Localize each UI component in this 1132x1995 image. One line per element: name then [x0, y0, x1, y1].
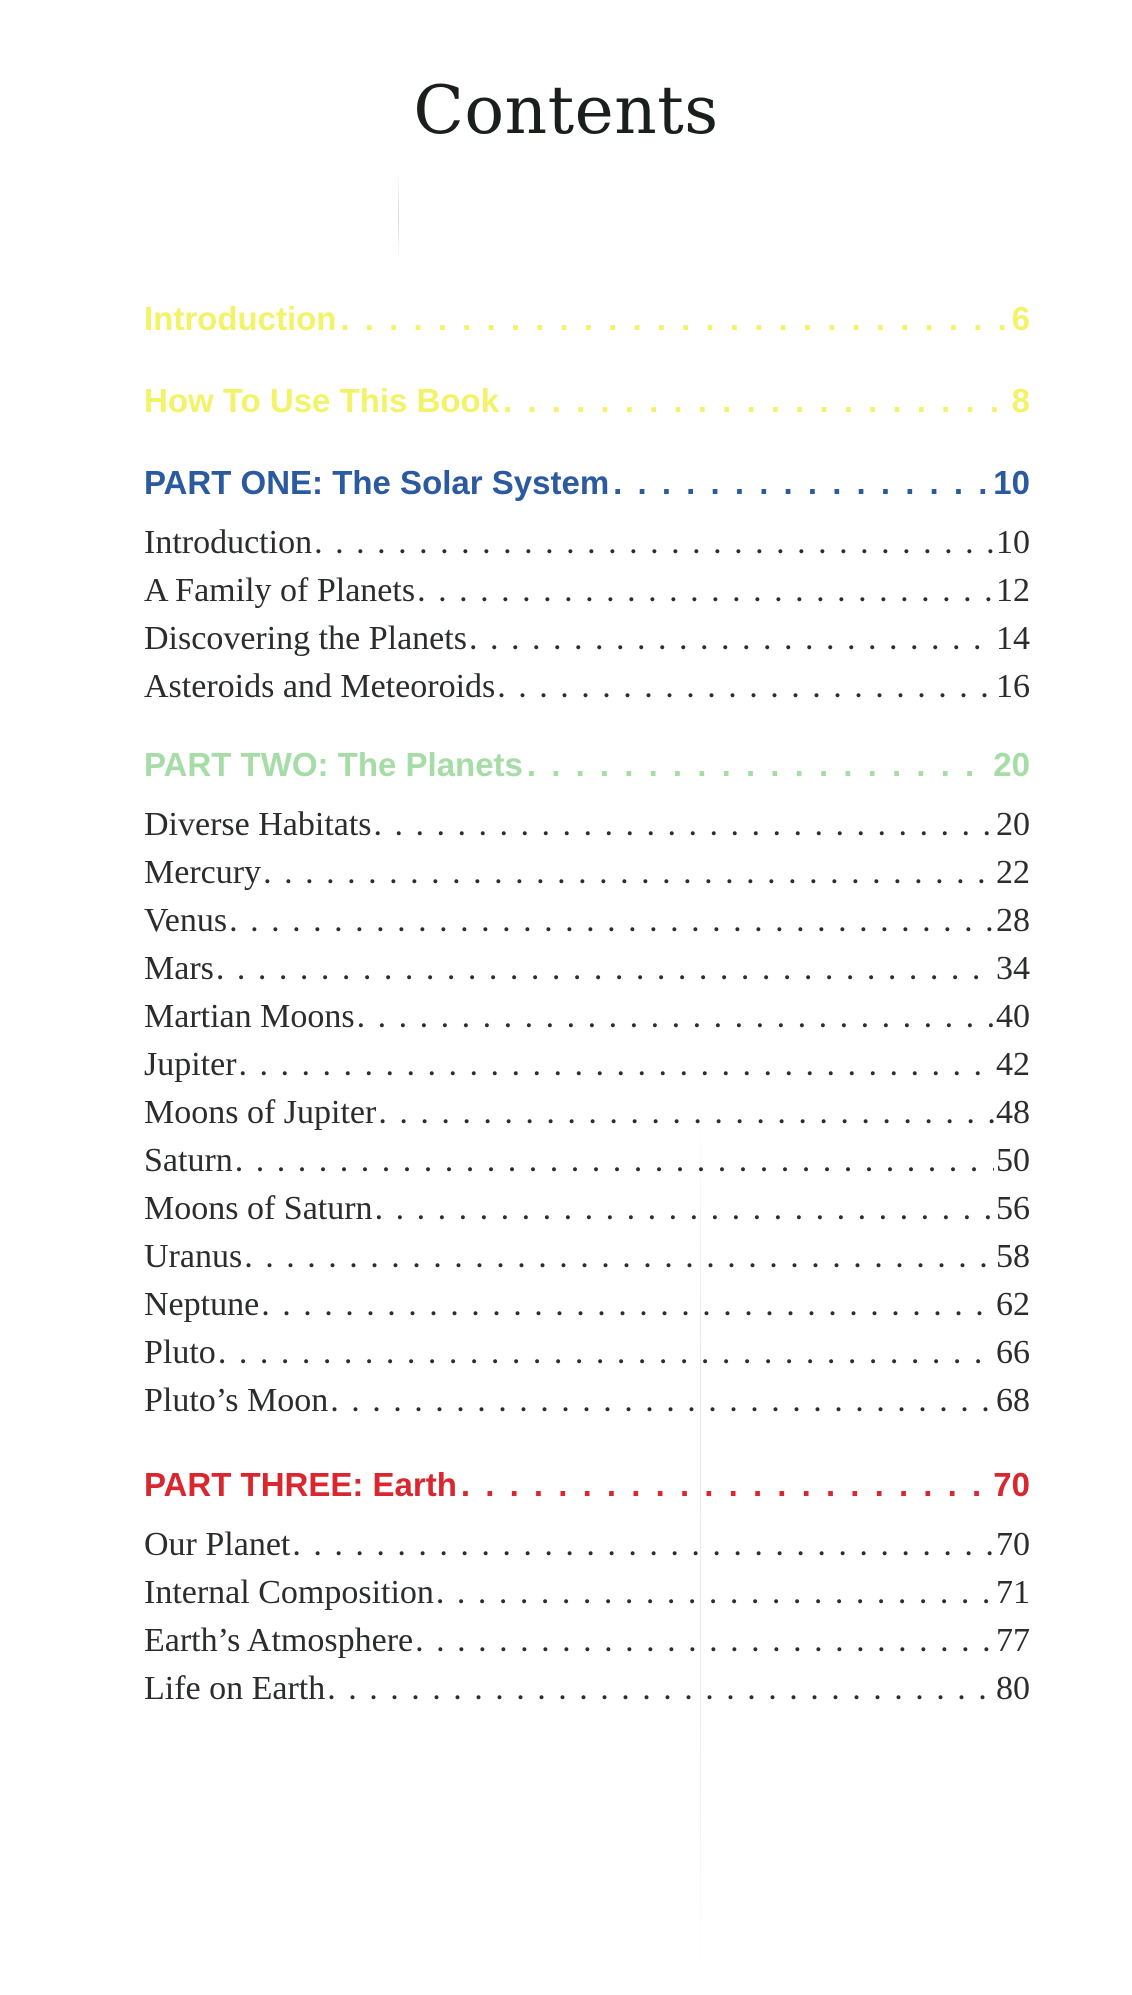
toc-page-number: 50 — [996, 1142, 1030, 1179]
toc-page-number: 6 — [1011, 300, 1030, 337]
dot-leader — [327, 1670, 994, 1708]
toc-entry-label: Pluto — [144, 1334, 216, 1371]
toc-entry[interactable] — [144, 668, 1030, 716]
toc-page-number: 42 — [996, 1046, 1030, 1083]
dot-leader — [527, 746, 989, 784]
toc-entry[interactable] — [144, 1382, 1030, 1430]
table-of-contents — [144, 300, 1030, 1718]
toc-entry-label: Mars — [144, 950, 214, 987]
dot-leader — [314, 524, 994, 562]
part-heading-label: PART TWO: The Planets — [144, 746, 523, 783]
toc-entry-label: How To Use This Book — [144, 382, 500, 419]
toc-how-to-use-row[interactable] — [144, 382, 1030, 432]
toc-entry[interactable] — [144, 1574, 1030, 1622]
dot-leader — [378, 1094, 994, 1132]
dot-leader — [357, 998, 994, 1036]
part-page-number: 20 — [993, 746, 1030, 783]
page-title: Contents — [413, 72, 719, 149]
toc-page-number: 70 — [996, 1526, 1030, 1563]
toc-entry[interactable] — [144, 806, 1030, 854]
toc-entry-label: Earth’s Atmosphere — [144, 1622, 414, 1659]
toc-page-number: 68 — [996, 1382, 1030, 1419]
dot-leader — [374, 806, 994, 844]
toc-page-number: 56 — [996, 1190, 1030, 1227]
toc-entry[interactable] — [144, 1526, 1030, 1574]
toc-page-number: 80 — [996, 1670, 1030, 1707]
toc-entry-label: Pluto’s Moon — [144, 1382, 329, 1419]
toc-entry-label: Venus — [144, 902, 228, 939]
toc-page-number: 48 — [996, 1094, 1030, 1131]
toc-entry-label: Neptune — [144, 1286, 260, 1323]
toc-entry-label: Asteroids and Meteoroids — [144, 668, 496, 705]
toc-page-number: 8 — [1011, 382, 1030, 419]
dot-leader — [415, 1622, 994, 1660]
toc-intro-row[interactable] — [144, 300, 1030, 350]
part-heading-label: PART ONE: The Solar System — [144, 464, 610, 501]
toc-page-number: 14 — [996, 620, 1030, 657]
toc-entry-label: A Family of Planets — [144, 572, 416, 609]
toc-entry-label: Our Planet — [144, 1526, 291, 1563]
toc-entry-label: Moons of Saturn — [144, 1190, 373, 1227]
dot-leader — [340, 300, 1007, 338]
toc-entry-label: Saturn — [144, 1142, 233, 1179]
toc-entry[interactable] — [144, 1238, 1030, 1286]
toc-page-number: 62 — [996, 1286, 1030, 1323]
part-two-heading[interactable] — [144, 746, 1030, 798]
toc-entry[interactable] — [144, 902, 1030, 950]
dot-leader — [235, 1142, 994, 1180]
dot-leader — [216, 950, 994, 988]
toc-entry-label: Internal Composition — [144, 1574, 434, 1611]
toc-page-number: 66 — [996, 1334, 1030, 1371]
toc-entry[interactable] — [144, 950, 1030, 998]
dot-leader — [375, 1190, 994, 1228]
toc-page-number: 34 — [996, 950, 1030, 987]
toc-entry[interactable] — [144, 524, 1030, 572]
toc-entry[interactable] — [144, 1334, 1030, 1382]
part-heading-label: PART THREE: Earth — [144, 1466, 457, 1503]
toc-entry[interactable] — [144, 1622, 1030, 1670]
toc-page-number: 40 — [996, 998, 1030, 1035]
dot-leader — [261, 1286, 994, 1324]
toc-entry-label: Discovering the Planets — [144, 620, 467, 657]
toc-entry[interactable] — [144, 1190, 1030, 1238]
dot-leader — [239, 1046, 994, 1084]
toc-page-number: 71 — [996, 1574, 1030, 1611]
toc-entry-label: Life on Earth — [144, 1670, 326, 1707]
toc-entry[interactable] — [144, 854, 1030, 902]
dot-leader — [417, 572, 994, 610]
dot-leader — [218, 1334, 994, 1372]
dot-leader — [613, 464, 989, 502]
toc-entry[interactable] — [144, 1094, 1030, 1142]
toc-page-number: 22 — [996, 854, 1030, 891]
part-one-heading[interactable] — [144, 464, 1030, 516]
paper-crease — [398, 172, 399, 262]
toc-entry-label: Mercury — [144, 854, 262, 891]
toc-page-number: 28 — [996, 902, 1030, 939]
toc-entry-label: Diverse Habitats — [144, 806, 372, 843]
toc-entry-label: Introduction — [144, 524, 313, 561]
dot-leader — [244, 1238, 994, 1276]
toc-entry[interactable] — [144, 572, 1030, 620]
dot-leader — [229, 902, 994, 940]
toc-entry[interactable] — [144, 1670, 1030, 1718]
part-three-heading[interactable] — [144, 1466, 1030, 1518]
toc-entry[interactable] — [144, 620, 1030, 668]
toc-entry-label: Introduction — [144, 300, 337, 337]
dot-leader — [263, 854, 994, 892]
dot-leader — [469, 620, 994, 658]
dot-leader — [292, 1526, 994, 1564]
toc-page-number: 77 — [996, 1622, 1030, 1659]
dot-leader — [497, 668, 994, 706]
dot-leader — [330, 1382, 994, 1420]
toc-page-number: 20 — [996, 806, 1030, 843]
toc-entry-label: Uranus — [144, 1238, 243, 1275]
dot-leader — [436, 1574, 994, 1612]
toc-entry[interactable] — [144, 998, 1030, 1046]
toc-page-number: 10 — [996, 524, 1030, 561]
toc-page-number: 16 — [996, 668, 1030, 705]
part-page-number: 10 — [993, 464, 1030, 501]
part-page-number: 70 — [993, 1466, 1030, 1503]
toc-page-number: 58 — [996, 1238, 1030, 1275]
toc-entry-label: Moons of Jupiter — [144, 1094, 377, 1131]
toc-page-number: 12 — [996, 572, 1030, 609]
toc-entry[interactable] — [144, 1046, 1030, 1094]
toc-entry-label: Martian Moons — [144, 998, 355, 1035]
dot-leader — [461, 1466, 989, 1504]
toc-entry-label: Jupiter — [144, 1046, 237, 1083]
dot-leader — [503, 382, 1008, 420]
toc-entry[interactable] — [144, 1142, 1030, 1190]
toc-entry[interactable] — [144, 1286, 1030, 1334]
